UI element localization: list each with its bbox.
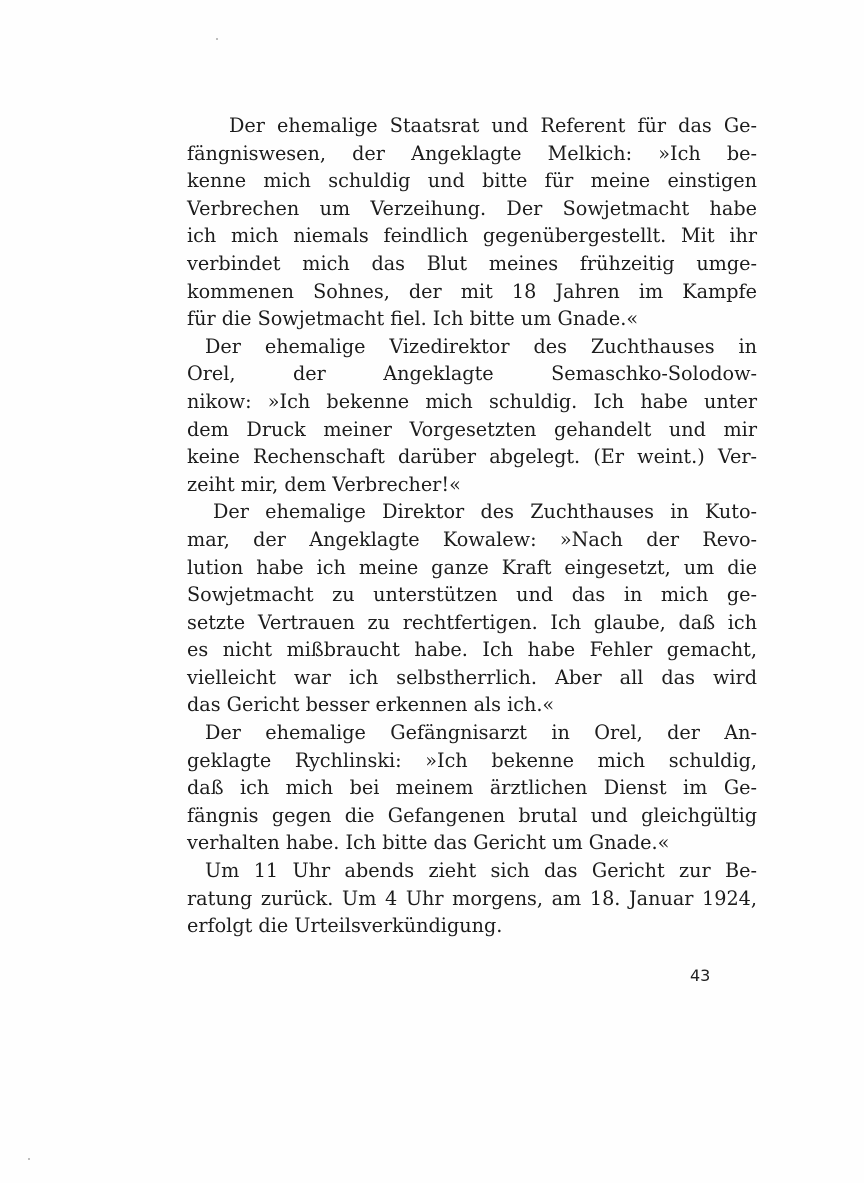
paragraph-verdict bbox=[187, 857, 757, 940]
text-line: fängnis gegen die Gefangenen brutal und gleichgültig bbox=[187, 803, 757, 827]
text-line: vielleicht war ich selbstherrlich. Aber all das wird bbox=[187, 665, 757, 689]
paragraph-melkich bbox=[187, 112, 757, 333]
paper-speck bbox=[28, 1158, 30, 1160]
text-line: das Gericht besser erkennen als ich.« bbox=[187, 693, 555, 717]
text-line: dem Druck meiner Vorgesetzten gehandelt und mir bbox=[187, 417, 757, 441]
text-line: Verbrechen um Verzeihung. Der Sowjetmacht habe bbox=[187, 196, 757, 220]
text-line: nikow: »Ich bekenne mich schuldig. Ich habe unter bbox=[187, 389, 757, 413]
text-line: fängniswesen, der Angeklagte Melkich: »Ich be- bbox=[187, 141, 757, 165]
paper-speck bbox=[216, 38, 218, 40]
text-line: es nicht mißbraucht habe. Ich habe Fehler gemacht, bbox=[187, 638, 757, 662]
text-line: Orel, der Angeklagte Semaschko-Solodow- bbox=[187, 362, 757, 386]
text-line: Der ehemalige Staatsrat und Referent für das Ge- bbox=[229, 114, 757, 137]
text-line: lution habe ich meine ganze Kraft eingesetzt, um die bbox=[187, 555, 757, 579]
text-line: ratung zurück. Um 4 Uhr morgens, am 18. Januar 1924, bbox=[187, 886, 757, 910]
text-line: für die Sowjetmacht fiel. Ich bitte um Gnade.« bbox=[187, 307, 639, 331]
text-line: kommenen Sohnes, der mit 18 Jahren im Kampfe bbox=[187, 279, 757, 303]
text-line: ich mich niemals feindlich gegenübergestellt. Mit ihr bbox=[187, 224, 757, 248]
paragraph-kowalew bbox=[187, 498, 757, 719]
body-text bbox=[187, 112, 757, 940]
text-line: setzte Vertrauen zu rechtfertigen. Ich glaube, daß ich bbox=[187, 610, 757, 634]
text-line: zeiht mir, dem Verbrecher!« bbox=[187, 472, 461, 496]
text-line: Sowjetmacht zu unterstützen und das in mich ge- bbox=[187, 583, 757, 607]
text-line: daß ich mich bei meinem ärztlichen Dienst im Ge- bbox=[187, 776, 757, 800]
paragraph-rychlinski bbox=[187, 719, 757, 857]
text-line: erfolgt die Urteilsverkündigung. bbox=[187, 914, 503, 938]
text-line: Um 11 Uhr abends zieht sich das Gericht zur Be- bbox=[205, 859, 757, 883]
text-line: Der ehemalige Gefängnisarzt in Orel, der An- bbox=[205, 721, 757, 745]
text-line: verhalten habe. Ich bitte das Gericht um Gnade.« bbox=[187, 831, 670, 855]
text-line: Der ehemalige Direktor des Zuchthauses in Kuto- bbox=[213, 500, 757, 524]
paragraph-semaschko-solodownikow bbox=[187, 333, 757, 499]
text-line: keine Rechenschaft darüber abgelegt. (Er weint.) Ver- bbox=[187, 445, 757, 469]
text-line: geklagte Rychlinski: »Ich bekenne mich schuldig, bbox=[187, 748, 757, 772]
text-line: kenne mich schuldig und bitte für meine einstigen bbox=[187, 169, 757, 193]
page-number: 43 bbox=[690, 966, 711, 985]
text-line: Der ehemalige Vizedirektor des Zuchthauses in bbox=[205, 334, 757, 358]
text-line: mar, der Angeklagte Kowalew: »Nach der Revo- bbox=[187, 527, 757, 551]
text-line: verbindet mich das Blut meines frühzeitig umge- bbox=[187, 251, 757, 275]
